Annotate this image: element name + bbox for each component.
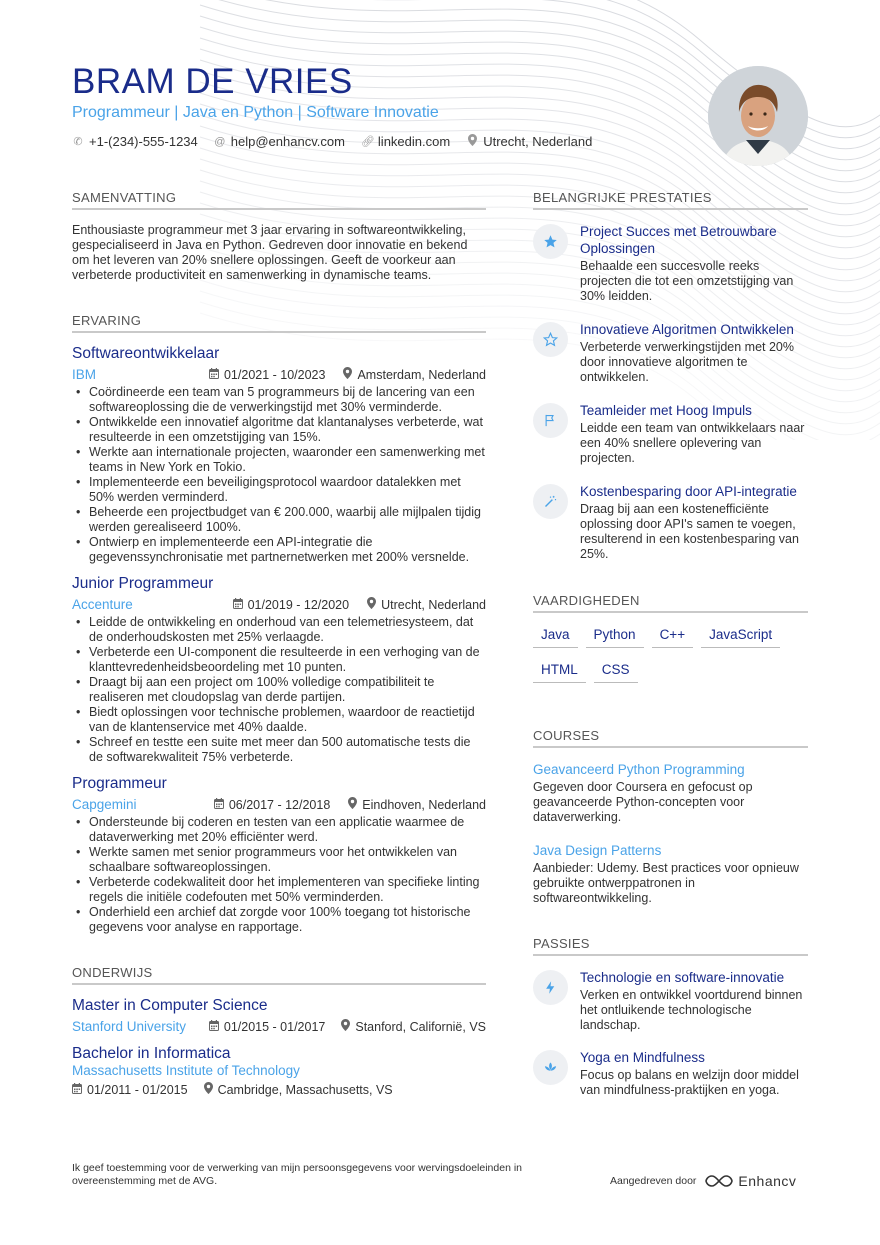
gdpr-consent: Ik geef toestemming voor de verwerking van mijn persoonsgegevens voor wervingsdoeleinden in overeenstemming met de AVG. bbox=[72, 1162, 522, 1187]
location-pin-icon bbox=[343, 367, 352, 382]
lightning-icon bbox=[533, 970, 568, 1005]
link-icon: 🔗︎ bbox=[360, 136, 375, 148]
item-body bbox=[580, 1049, 808, 1098]
bullet-item: • Onderhield een archief dat zorgde voor 100% toegang tot historische gegevens voor analyse en rapportage. bbox=[72, 905, 486, 935]
item-body bbox=[580, 321, 808, 385]
bullet-item: • Ondersteunde bij coderen en testen van een applicatie waarmee de dataverwerking met 20% efficiënter werd. bbox=[72, 815, 486, 845]
item-title: Innovatieve Algoritmen Ontwikkelen bbox=[580, 322, 794, 337]
bullet-item: • Implementeerde een beveiligingsprotocol waardoor datalekken met 50% werden verminderd. bbox=[72, 475, 486, 505]
left-column bbox=[72, 190, 486, 1097]
passions-heading: PASSIES bbox=[533, 936, 808, 956]
job-title: Softwareontwikkelaar bbox=[72, 345, 220, 362]
bullet-item: • Leidde de ontwikkeling en onderhoud van een telemetriesysteem, dat de onderhoudskosten met 25% verlaagde. bbox=[72, 615, 486, 645]
flag-icon bbox=[533, 403, 568, 438]
item-title: Teamleider met Hoog Impuls bbox=[580, 403, 752, 418]
location-pin-icon bbox=[348, 797, 357, 812]
job-entry bbox=[72, 575, 486, 765]
education-location bbox=[204, 1082, 393, 1097]
star-outline-icon bbox=[533, 322, 568, 357]
bullet-item: • Ontwierp en implementeerde een API-integratie die gegevenssynchronisatie met partnernetwerken met 200% versnelde. bbox=[72, 535, 486, 565]
magic-wand-icon bbox=[533, 484, 568, 519]
degree-title: Master in Computer Science bbox=[72, 997, 268, 1014]
passions-list bbox=[533, 969, 808, 1098]
candidate-name: BRAM DE VRIES bbox=[72, 62, 353, 101]
school-name: Massachusetts Institute of Technology bbox=[72, 1063, 300, 1078]
education-meta bbox=[72, 1082, 486, 1097]
email-text: help@enhancv.com bbox=[230, 134, 345, 149]
item-description: Verbeterde verwerkingstijden met 20% door innovatieve algoritmen te ontwikkelen. bbox=[580, 340, 795, 384]
education-location bbox=[341, 1019, 486, 1034]
degree-title: Bachelor in Informatica bbox=[72, 1045, 231, 1062]
job-location-text: Amsterdam, Nederland bbox=[357, 367, 486, 382]
item-body bbox=[580, 223, 808, 304]
item-description: Behaalde een succesvolle reeks projecten die tot een omzetstijging van 30% leidden. bbox=[580, 259, 794, 303]
job-location-text: Utrecht, Nederland bbox=[381, 597, 486, 612]
item-description: Draag bij aan een kostenefficiënte oplossing door API's samen te voegen, resulterend in een kostenbesparing van 25%. bbox=[580, 502, 799, 561]
job-title: Programmeur bbox=[72, 775, 167, 792]
experience-heading: ERVARING bbox=[72, 313, 486, 333]
skill-tag: CSS bbox=[594, 662, 638, 683]
item-title: Technologie en software-innovatie bbox=[580, 970, 785, 985]
right-column bbox=[533, 190, 808, 1098]
education-entry bbox=[72, 1045, 486, 1097]
item-title: Project Succes met Betrouwbare Oplossingen bbox=[580, 224, 777, 256]
course-description: Gegeven door Coursera en gefocust op geavanceerde Python-concepten voor dataverwerking. bbox=[533, 780, 753, 824]
contact-location bbox=[466, 134, 592, 149]
school-name: Stanford University bbox=[72, 1019, 187, 1034]
skill-tag: Java bbox=[533, 627, 578, 648]
experience-list bbox=[72, 345, 486, 935]
item-description: Leidde een team van ontwikkelaars naar een 40% snellere oplevering van projecten. bbox=[580, 421, 805, 465]
enhancv-logo bbox=[704, 1173, 796, 1189]
brand-name: Enhancv bbox=[738, 1173, 797, 1189]
job-location bbox=[367, 597, 486, 612]
bullet-item: • Werkte samen met senior programmeurs voor het ontwikkelen van schaalbare softwareoplossingen. bbox=[72, 845, 486, 875]
calendar-icon bbox=[209, 1020, 219, 1034]
item-description: Verken en ontwikkel voortdurend binnen het ontluikende technologische landschap. bbox=[580, 988, 803, 1032]
job-entry bbox=[72, 775, 486, 935]
job-dates-text: 01/2019 - 12/2020 bbox=[247, 597, 350, 612]
contact-bar bbox=[72, 134, 592, 149]
bullet-item: • Biedt oplossingen voor technische problemen, waardoor de reactietijd van de klantenservice met 40% daalde. bbox=[72, 705, 486, 735]
summary-heading: SAMENVATTING bbox=[72, 190, 486, 210]
skills-list bbox=[533, 627, 808, 683]
location-text: Utrecht, Nederland bbox=[483, 134, 593, 149]
bullet-item: • Draagt bij aan een project om 100% volledige compatibiliteit te realiseren met cloudopslag van derde partijen. bbox=[72, 675, 486, 705]
skills-heading: VAARDIGHEDEN bbox=[533, 593, 808, 613]
location-pin-icon bbox=[367, 597, 376, 612]
skill-tag: JavaScript bbox=[701, 627, 780, 648]
company-name: Accenture bbox=[72, 597, 133, 612]
contact-phone[interactable] bbox=[72, 134, 198, 149]
achievements-list bbox=[533, 223, 808, 562]
star-filled-icon bbox=[533, 224, 568, 259]
job-meta bbox=[72, 597, 486, 612]
job-meta bbox=[72, 367, 486, 382]
achievements-heading: BELANGRIJKE PRESTATIES bbox=[533, 190, 808, 210]
education-dates-text: 01/2015 - 01/2017 bbox=[223, 1019, 326, 1034]
achievement-item bbox=[533, 321, 808, 385]
location-pin-icon bbox=[204, 1082, 213, 1097]
skill-tag: HTML bbox=[533, 662, 586, 683]
passion-item bbox=[533, 969, 808, 1033]
job-meta bbox=[72, 797, 486, 812]
skill-tag: Python bbox=[586, 627, 644, 648]
item-body bbox=[580, 483, 808, 562]
job-dates-text: 06/2017 - 12/2018 bbox=[228, 797, 331, 812]
powered-by[interactable] bbox=[610, 1173, 796, 1189]
item-body bbox=[580, 969, 808, 1033]
calendar-icon bbox=[233, 598, 243, 612]
education-meta bbox=[72, 1019, 486, 1034]
job-bullets bbox=[72, 815, 486, 935]
item-title: Kostenbesparing door API-integratie bbox=[580, 484, 797, 499]
bullet-item: • Coördineerde een team van 5 programmeurs bij de lancering van een softwareoplossing die de verwerkingstijd met 30% verminderde. bbox=[72, 385, 486, 415]
achievement-item bbox=[533, 402, 808, 466]
bullet-item: • Schreef en testte een suite met meer dan 500 automatische tests die de softwarekwaliteit 75% verbeterde. bbox=[72, 735, 486, 765]
profile-photo bbox=[708, 66, 808, 166]
education-entry bbox=[72, 997, 486, 1034]
bullet-item: • Werkte aan internationale projecten, waaronder een samenwerking met teams in New York en Tokio. bbox=[72, 445, 486, 475]
item-body bbox=[580, 402, 808, 466]
company-name: Capgemini bbox=[72, 797, 137, 812]
education-list bbox=[72, 997, 486, 1097]
person-portrait-icon bbox=[708, 66, 808, 166]
job-dates bbox=[214, 798, 330, 812]
bullet-item: • Ontwikkelde een innovatief algoritme dat klantanalyses verbeterde, wat resulteerde in een omzetstijging van 15%. bbox=[72, 415, 486, 445]
location-pin-icon bbox=[466, 134, 478, 149]
job-location-text: Eindhoven, Nederland bbox=[362, 797, 486, 812]
job-dates bbox=[233, 598, 349, 612]
lotus-icon bbox=[533, 1050, 568, 1085]
education-heading: ONDERWIJS bbox=[72, 965, 486, 985]
phone-text: +1-(234)-555-1234 bbox=[89, 134, 198, 149]
education-location-text: Cambridge, Massachusetts, VS bbox=[217, 1082, 393, 1097]
job-location bbox=[348, 797, 486, 812]
course-entry bbox=[533, 762, 808, 825]
course-title: Java Design Patterns bbox=[533, 843, 662, 858]
course-title: Geavanceerd Python Programming bbox=[533, 762, 745, 777]
job-dates bbox=[209, 368, 325, 382]
location-pin-icon bbox=[341, 1019, 350, 1034]
contact-email[interactable] bbox=[214, 134, 345, 149]
phone-icon: ✆ bbox=[73, 136, 83, 148]
calendar-icon bbox=[214, 798, 224, 812]
job-bullets bbox=[72, 615, 486, 765]
item-description: Focus op balans en welzijn door middel van mindfulness-praktijken en yoga. bbox=[580, 1068, 799, 1097]
education-dates-text: 01/2011 - 01/2015 bbox=[87, 1082, 188, 1097]
bullet-item: • Beheerde een projectbudget van € 200.000, waarbij alle mijlpalen tijdig werden gerealiseerd 100%. bbox=[72, 505, 486, 535]
passion-item bbox=[533, 1049, 808, 1098]
job-location bbox=[343, 367, 486, 382]
education-dates bbox=[72, 1083, 188, 1097]
summary-text: Enthousiaste programmeur met 3 jaar ervaring in softwareontwikkeling, gespecialiseerd in Java en Python. Gedreven door innovatie en bekend om het leveren van 20% snellere oplossingen. Geeft de voorkeur aan verbeterde productiviteit en samenwerking in dynamische teams. bbox=[72, 223, 468, 282]
item-title: Yoga en Mindfulness bbox=[580, 1050, 705, 1065]
course-entry bbox=[533, 843, 808, 906]
job-dates-text: 01/2021 - 10/2023 bbox=[223, 367, 326, 382]
calendar-icon bbox=[209, 368, 219, 382]
job-bullets bbox=[72, 385, 486, 565]
course-description: Aanbieder: Udemy. Best practices voor opnieuw gebruikte ontwerppatronen in softwareontwikkeling. bbox=[533, 861, 799, 905]
job-title: Junior Programmeur bbox=[72, 575, 214, 592]
candidate-headline: Programmeur | Java en Python | Software Innovatie bbox=[72, 104, 439, 121]
contact-linkedin[interactable] bbox=[361, 134, 450, 149]
education-location-text: Stanford, Californië, VS bbox=[355, 1019, 486, 1034]
education-dates bbox=[209, 1020, 325, 1034]
infinity-logo-icon bbox=[704, 1174, 734, 1188]
skill-tag: C++ bbox=[652, 627, 694, 648]
powered-by-label: Aangedreven door bbox=[610, 1175, 697, 1187]
bullet-item: • Verbeterde een UI-component die resulteerde in een verhoging van de klanttevredenheidsbeoordeling met 10 punten. bbox=[72, 645, 486, 675]
bullet-item: • Verbeterde codekwaliteit door het implementeren van specifieke linting regels die initiële codefouten met 50% verminderden. bbox=[72, 875, 486, 905]
achievement-item bbox=[533, 483, 808, 562]
courses-list bbox=[533, 762, 808, 906]
job-entry bbox=[72, 345, 486, 565]
achievement-item bbox=[533, 223, 808, 304]
linkedin-text: linkedin.com bbox=[377, 134, 451, 149]
courses-heading: COURSES bbox=[533, 728, 808, 748]
at-icon: @ bbox=[214, 135, 226, 148]
calendar-icon bbox=[72, 1083, 82, 1097]
company-name: IBM bbox=[72, 367, 97, 382]
